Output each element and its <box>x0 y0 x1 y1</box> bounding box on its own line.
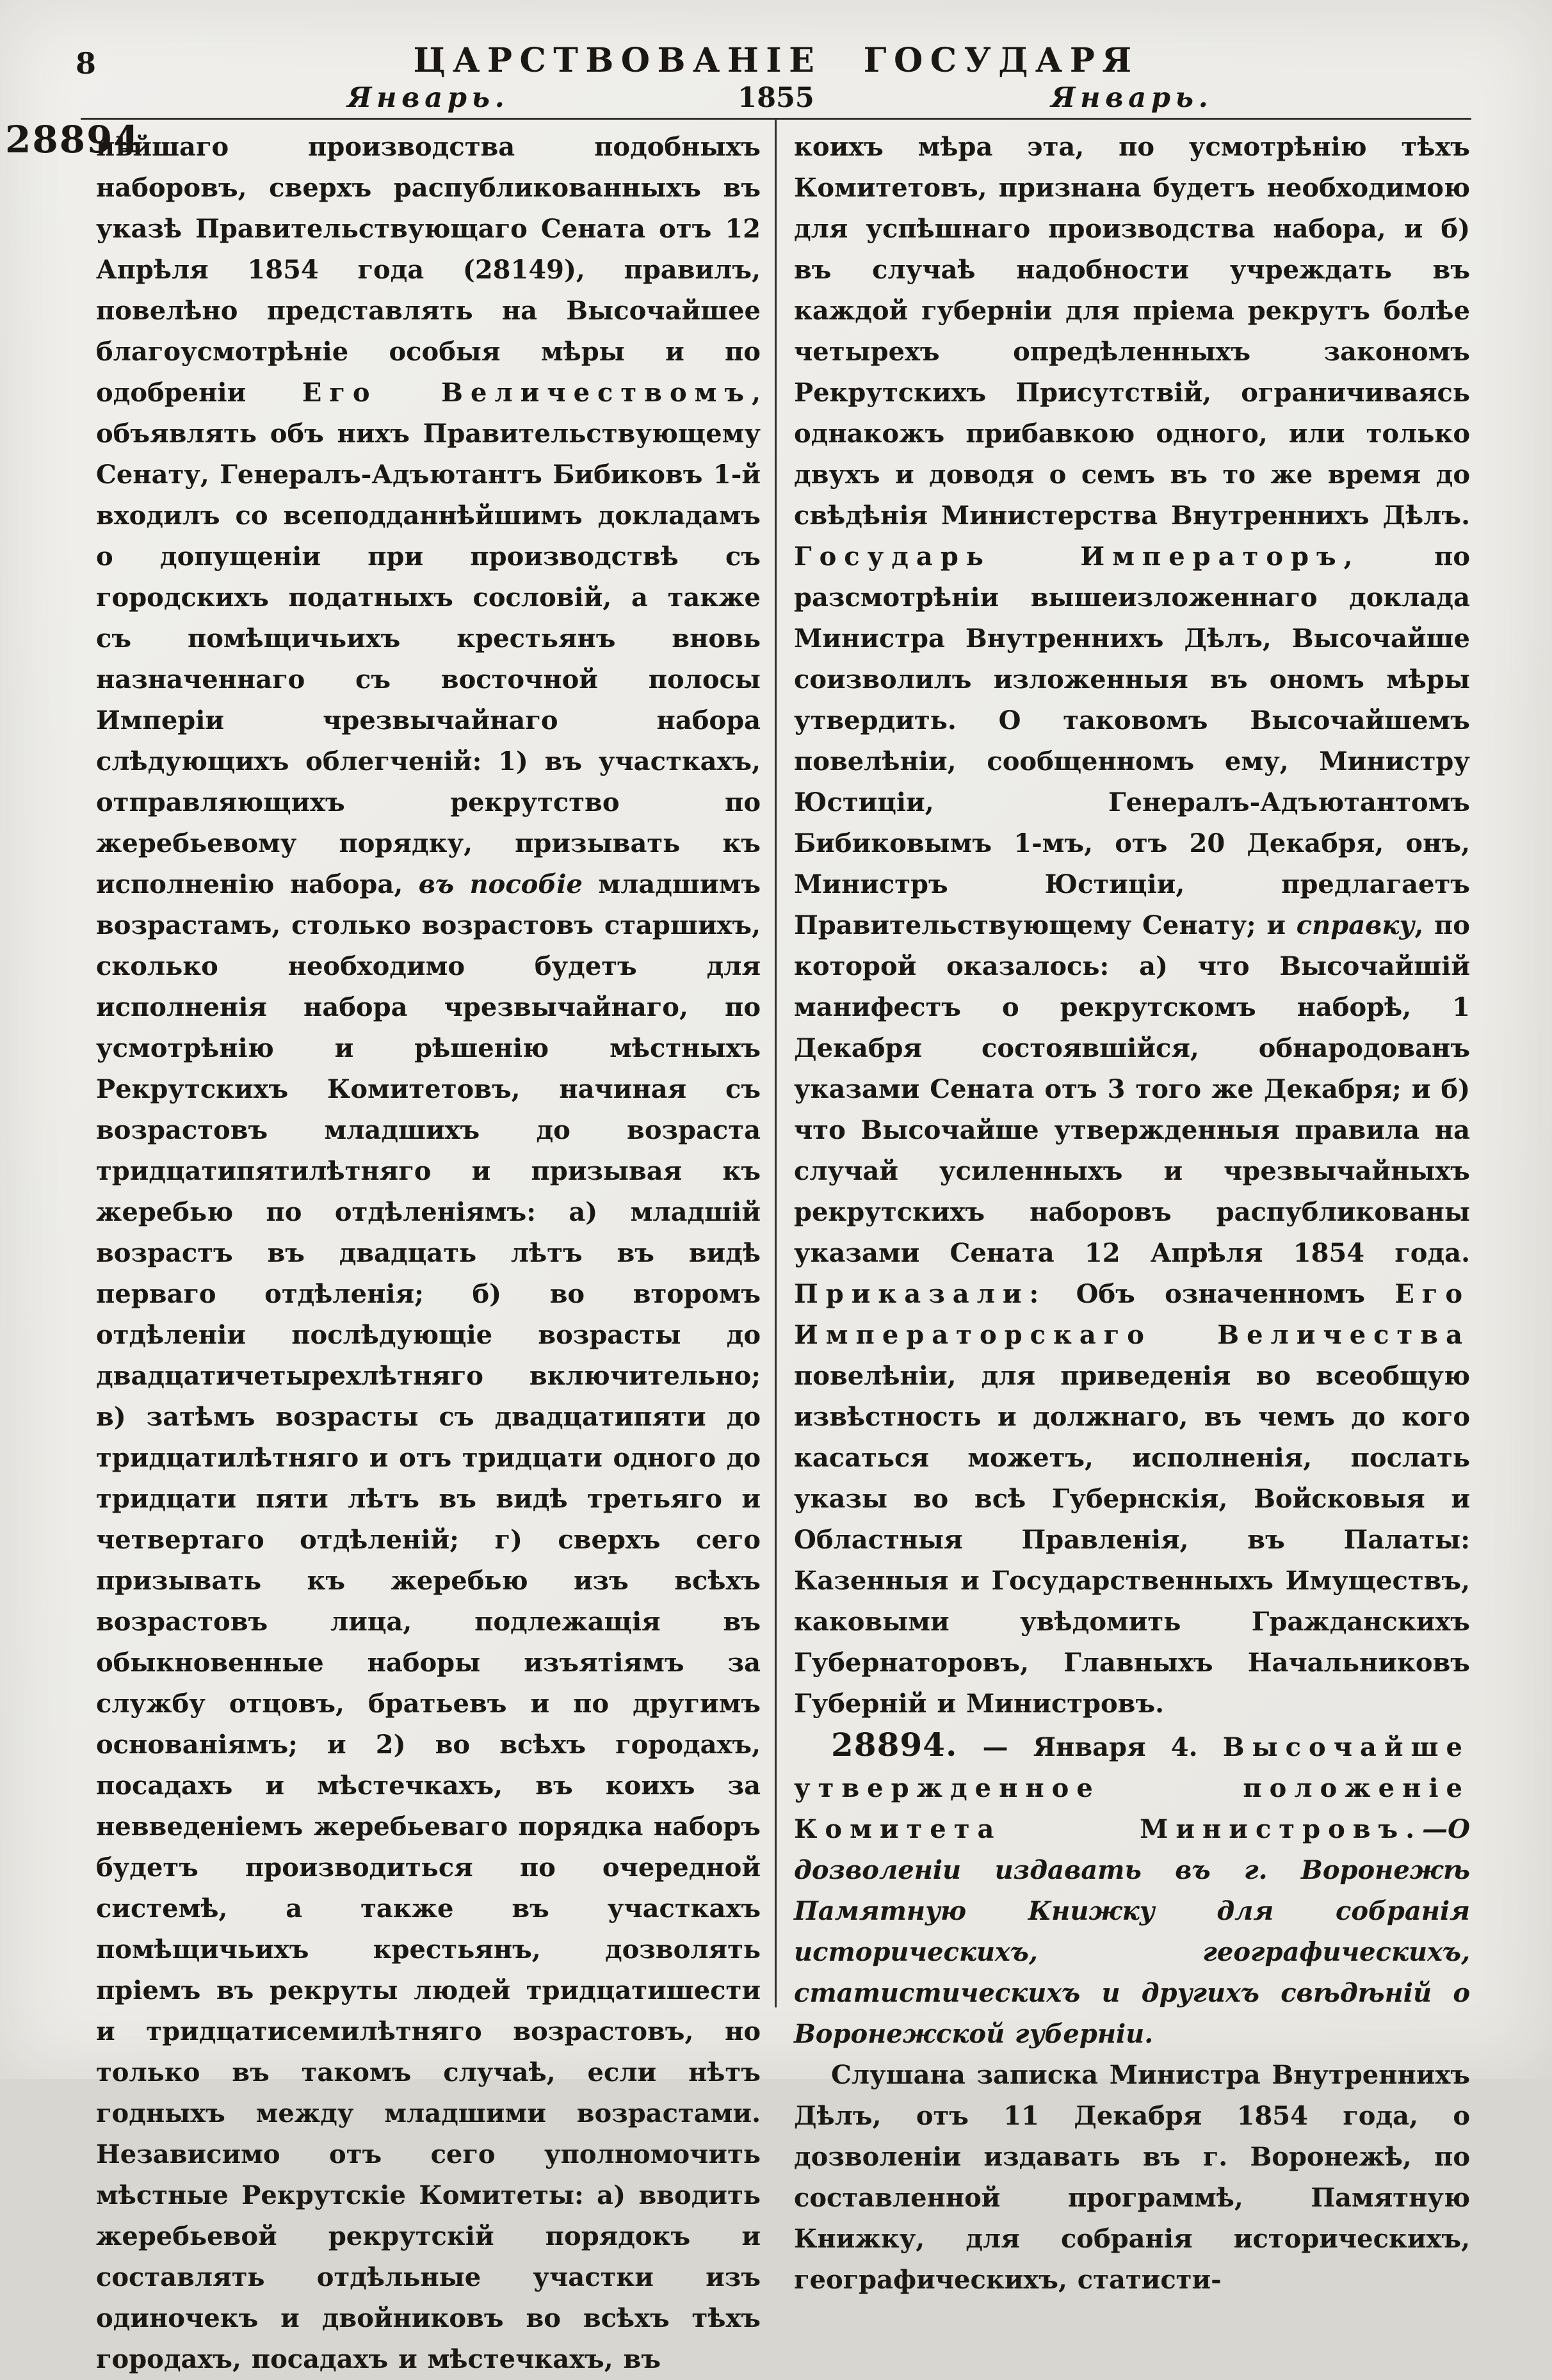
left-text-column <box>96 127 761 2380</box>
text-run-spaced: Государь Императоръ <box>794 542 1344 572</box>
left-column-paragraph <box>96 127 761 2380</box>
text-run-normal: , по которой оказалось: а) что Высочайшій манифестъ о рекрутскомъ наборѣ, 1 Декабря состоявшійся, обнародованъ указами Сената отъ 3 того же Декабря; и б) что Высочайше утвержденныя правила на случай усиленныхъ и чрезвычайныхъ рекрутскихъ наборовъ распубликованы указами Сената 12 Апрѣля 1854 года. <box>794 910 1470 1268</box>
right-column-month-label: Январь. <box>1051 82 1213 114</box>
margin-entry-number: 28894 <box>5 118 141 161</box>
text-run-normal: Слушана записка Министра Внутреннихъ Дѣлъ, отъ 11 Декабря 1854 года, о дозволеніи издавать въ г. Воронежѣ, по составленной программѣ, Памятную Книжку, для собранія историческихъ, географическихъ, статисти- <box>794 2060 1470 2295</box>
page-number: 8 <box>76 46 97 81</box>
entry-28894-body-paragraph <box>794 2055 1470 2301</box>
text-run-italic: —О дозволеніи издавать въ г. Воронежѣ Памятную Книжку для собранія историческихъ, географическихъ, статистическихъ и другихъ свѣдѣній о Воронежской губерніи. <box>794 1814 1470 2049</box>
column-divider-rule <box>775 118 777 2007</box>
text-run-normal: нѣйшаго производства подобныхъ наборовъ, сверхъ распубликованныхъ въ указѣ Правительствующаго Сената отъ 12 Апрѣля 1854 года (28149), правилъ, повелѣно представлять на Высочайшее благоусмотрѣніе особыя мѣры и по одобреніи <box>96 132 761 408</box>
entry-28894-heading-paragraph <box>794 1725 1470 2055</box>
text-run-entry-number: 28894. <box>831 1726 958 1764</box>
text-run-normal: — Января 4. <box>957 1732 1223 1762</box>
left-column-month-label: Январь. <box>347 82 510 114</box>
text-run-spaced: Высочайше утвержденное положеніе Комитета Министровъ. <box>794 1732 1470 1844</box>
text-run-normal: Объ означенномъ <box>1046 1279 1395 1309</box>
right-column-continuation-paragraph <box>794 127 1470 1725</box>
page-title: ЦАРСТВОВАНІЕ ГОСУДАРЯ <box>413 41 1139 80</box>
text-run-spaced: Приказали: <box>794 1279 1047 1309</box>
text-run-spaced: Его Императорскаго Величества <box>794 1279 1470 1350</box>
text-run-italic: справку <box>1296 910 1415 940</box>
right-text-column <box>794 127 1470 2301</box>
text-run-normal: , по разсмотрѣніи вышеизложеннаго доклада Министра Внутреннихъ Дѣлъ, Высочайше соизволилъ изложенныя въ ономъ мѣры утвердить. О таковомъ Высочайшемъ повелѣніи, сообщенномъ ему, Министру Юстиціи, Генералъ-Адъютантомъ Бибиковымъ 1-мъ, отъ 20 Декабря, онъ, Министръ Юстиціи, предлагаетъ Правительствующему Сенату; и <box>794 542 1470 940</box>
text-run-spaced: Его Величествомъ <box>302 378 752 408</box>
text-run-normal: повелѣніи, для приведенія во всеобщую извѣстность и должнаго, въ чемъ до кого касаться можетъ, исполненія, послать указы во всѣ Губернскія, Войсковыя и Областныя Правленія, въ Палаты: Казенныя и Государственныхъ Имуществъ, каковыми увѣдомить Гражданскихъ Губернаторовъ, Главныхъ Начальниковъ Губерній и Министровъ. <box>794 1361 1470 1719</box>
text-run-normal: , объявлять объ нихъ Правительствующему Сенату, Генералъ-Адъютантъ Бибиковъ 1-й входилъ со всеподданнѣйшимъ докладамъ о допущеніи при производствѣ съ городскихъ податныхъ сословій, а также съ помѣщичьихъ крестьянъ вновь назначеннаго съ восточной полосы Имперіи чрезвычайнаго набора слѣдующихъ облегченій: 1) въ участкахъ, отправляющихъ рекрутство по жеребьевому порядку, призывать къ исполненію набора, <box>96 378 761 899</box>
text-run-normal: младшимъ возрастамъ, столько возрастовъ старшихъ, сколько необходимо будетъ для исполненія набора чрезвычайнаго, по усмотрѣнію и рѣшенію мѣстныхъ Рекрутскихъ Комитетовъ, начиная съ возрастовъ младшихъ до возраста тридцатипятилѣтняго и призывая къ жеребью по отдѣленіямъ: а) младшій возрастъ въ двадцать лѣтъ въ видѣ перваго отдѣленія; б) во второмъ отдѣленіи послѣдующіе возрасты до двадцатичетырехлѣтняго включительно; в) затѣмъ возрасты съ двадцатипяти до тридцатилѣтняго и отъ тридцати одного до тридцати пяти лѣтъ въ видѣ третьяго и четвертаго отдѣленій; г) сверхъ сего призывать къ жеребью изъ всѣхъ возрастовъ лица, подлежащія въ обыкновенные наборы изъятіямъ за службу отцовъ, братьевъ и по другимъ основаніямъ; и 2) во всѣхъ городахъ, посадахъ и мѣстечкахъ, въ коихъ за невведеніемъ жеребьеваго порядка наборъ будетъ производиться по очередной системѣ, а также въ участкахъ помѣщичьихъ крестьянъ, дозволять пріемъ въ рекруты людей тридцатишести и тридцатисемилѣтняго возрастовъ, но только въ такомъ случаѣ, если нѣтъ годныхъ между младшими возрастами. Независимо отъ сего уполномочить мѣстные Рекрутскіе Комитеты: а) вводить жеребьевой рекрутскій порядокъ и составлять отдѣльные участки изъ одиночекъ и двойниковъ во всѣхъ тѣхъ городахъ, посадахъ и мѣстечкахъ, въ <box>96 869 761 2374</box>
text-run-italic: въ пособіе <box>418 869 583 899</box>
year-label: 1855 <box>738 82 814 114</box>
text-run-normal: коихъ мѣра эта, по усмотрѣнію тѣхъ Комитетовъ, признана будетъ необходимою для успѣшнаго производства набора, и б) въ случаѣ надобности учреждать въ каждой губерніи для пріема рекрутъ болѣе четырехъ опредѣленныхъ закономъ Рекрутскихъ Присутствій, ограничиваясь однакожъ прибавкою одного, или только двухъ и доводя о семъ въ то же время до свѣдѣнія Министерства Внутреннихъ Дѣлъ. <box>794 132 1470 531</box>
